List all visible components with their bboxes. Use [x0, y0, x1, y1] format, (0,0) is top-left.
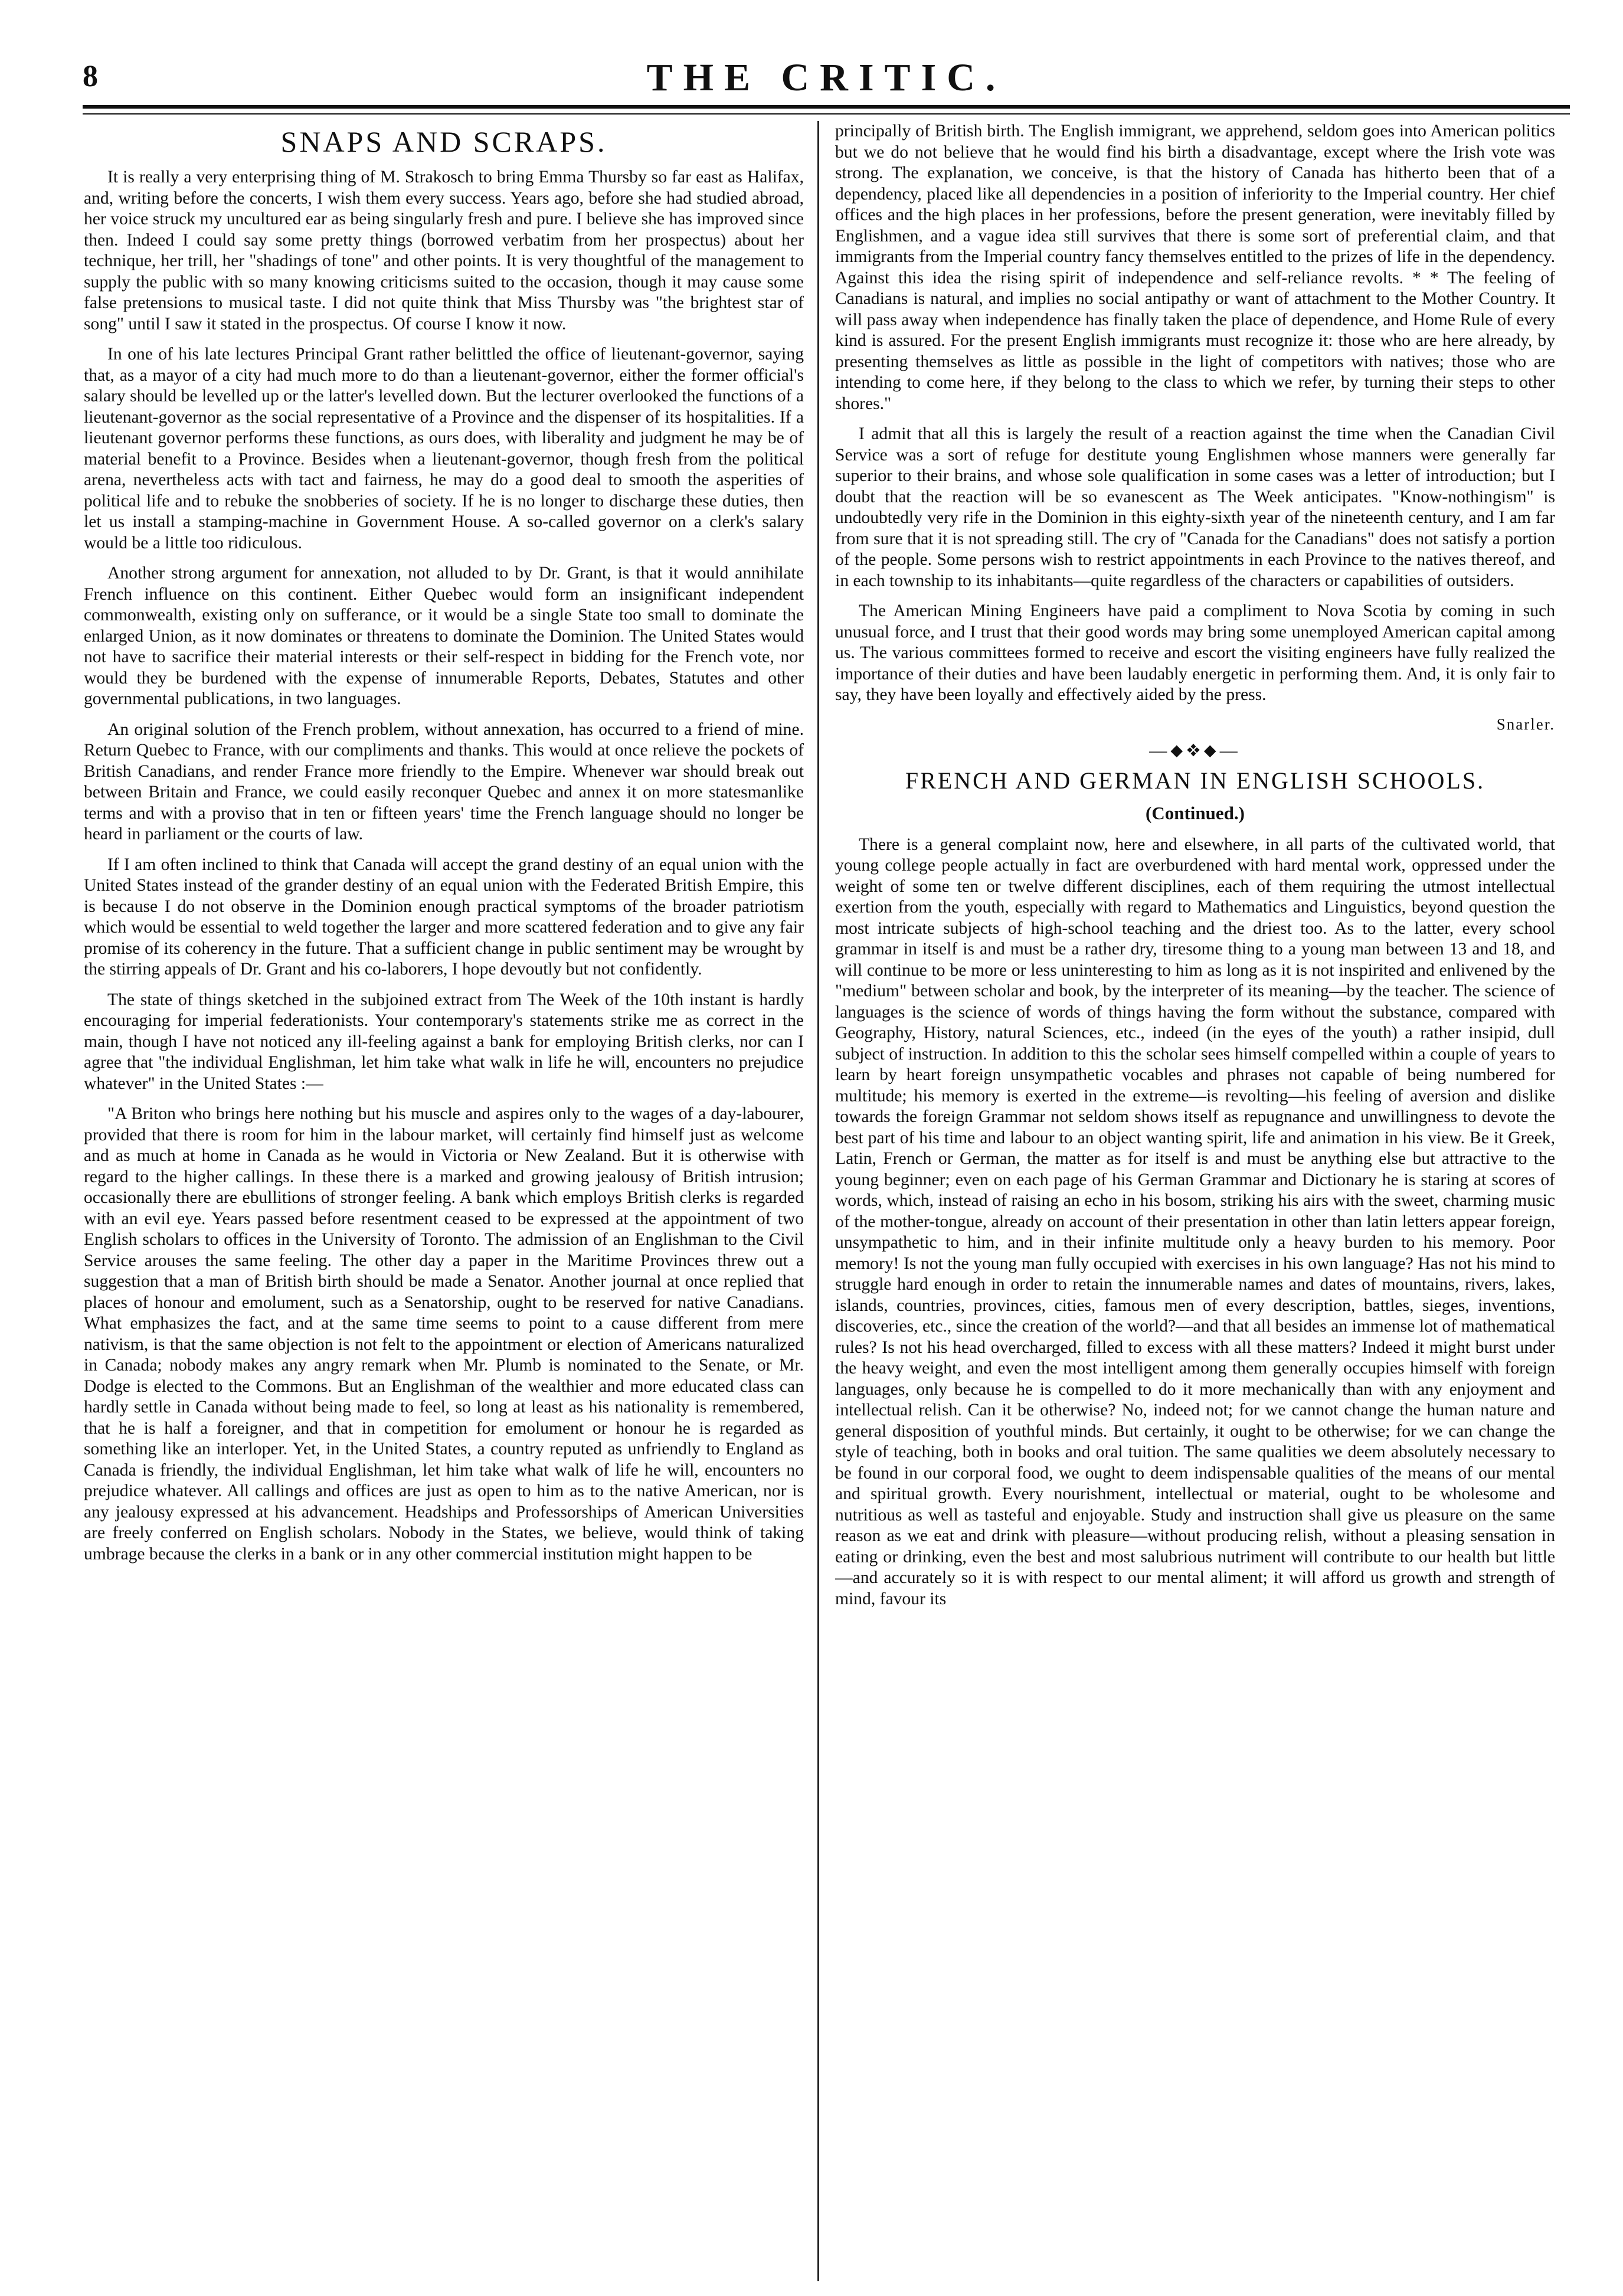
header-rule	[83, 105, 1570, 109]
quoted-extract-continued: principally of British birth. The English immigrant, we apprehend, seldom goes into American politics but we do not believe that he would find his birth a disadvantage, except where the Irish vote was strong. The explanation, we conceive, is that the history of Canada has hitherto been that of a dependency, placed like all dependencies in a position of inferiority to the Imperial country. Her chief offices and the high places in her professions, before the present generation, were inevitably filled by Englishmen, and a vague idea still survives that there is some sort of preferential claim, and that immigrants from the Imperial country fancy themselves entitled to the prizes of life in the dependency. Against this idea the rising spirit of independence and self-reliance revolts. * * The feeling of Canadians is natural, and implies no social antipathy or want of attachment to the Mother Country. It will pass away when independence has finally taken the place of dependence, and Home Rule of every kind is assured. For the present English immigrants must recognize it: those who are here already, by presenting themselves as little as possible in the light of competitors with natives; those who are intending to come here, if they belong to the class to which we refer, by turning their steps to other shores."	[835, 122, 1555, 413]
section-title-snaps-and-scraps: SNAPS AND SCRAPS.	[280, 125, 607, 158]
paragraph: It is really a very enterprising thing of M. Strakosch to bring Emma Thursby so far east as Halifax, and, writing before the concerts, I wish them every success. Years ago, before she had studied abroad, her voice struck my uncultured ear as being singularly fresh and pure. I believe she has improved since then. Indeed I could say some pretty things (borrowed verbatim from her prospectus) about her technique, her trill, her "shadings of tone" and other points. It is very thoughtful of the management to supply the public with so many knowing criticisms suited to the occasion, though it may cause some false pretensions to musical taste. I did not quite think that Miss Thursby was "the brightest star of song" until I saw it stated in the prospectus. Of course I know it now.	[84, 168, 804, 333]
paragraph: In one of his late lectures Principal Grant rather belittled the office of lieutenant-governor, saying that, as a mayor of a city had much more to do than a lieutenant-governor, either the former official's salary should be levelled up or the latter's levelled down. But the lecturer overlooked the functions of a lieutenant-governor as the social representative of a Province and the dispenser of its hospitalities. If a lieutenant governor performs these functions, as ours does, with liberality and judgment he may be of material benefit to a Province. Besides when a lieutenant-governor, though fresh from the political arena, nevertheless acts with tact and fairness, he may do a good deal to smooth the asperities of political life and to rebuke the snobberies of society. If he is no longer to discharge these duties, then let us install a stamping-machine in Government House. A so-called governor on a clerk's salary would be a little too ridiculous.	[84, 345, 804, 552]
page-number: 8	[83, 60, 98, 93]
paragraph: Another strong argument for annexation, not alluded to by Dr. Grant, is that it would annihilate French influence on this continent. Either Quebec would form an insignificant independent commonwealth, existing only on sufferance, or it would be a single State too small to dominate the enlarged Union, as it now dominates or threatens to dominate the Dominion. The United States would not have to sacrifice their material interests or their self-respect in bidding for the French vote, nor would they be burdened with the expense of innumerable Reports, Debates, Statutes and other governmental publications, in two languages.	[84, 564, 804, 708]
column-divider	[817, 121, 819, 2281]
left-column	[84, 121, 804, 2281]
article-subtitle: (Continued.)	[1146, 802, 1245, 823]
section-ornament: —⬥❖⬥—	[1149, 740, 1241, 760]
paragraph: An original solution of the French problem, without annexation, has occurred to a friend of mine. Return Quebec to France, with our compliments and thanks. This would at once relieve the pockets of British Canadians, and render France more friendly to the Empire. Whenever war should break out between Britain and France, we could easily reconquer Quebec and annex it on more statesmanlike terms and with a proviso that in ten or fifteen years' time the French language should no longer be heard in parliament or the courts of law.	[84, 719, 804, 843]
article-title-french-and-german: FRENCH AND GERMAN IN ENGLISH SCHOOLS.	[905, 767, 1485, 794]
right-column	[835, 121, 1555, 2281]
paragraph: If I am often inclined to think that Canada will accept the grand destiny of an equal union with the United States instead of the grander destiny of an equal union with the Federated British Empire, this is because I do not observe in the Dominion enough practical symptoms of the broader patriotism which would be essential to weld together the larger and more scattered federation and to give any fair promise of its coherency in the future. That a sufficient change in public sentiment may be wrought by the stirring appeals of Dr. Grant and his co-laborers, I hope devoutly but not confidently.	[84, 855, 804, 979]
paragraph: The state of things sketched in the subjoined extract from The Week of the 10th instant is hardly encouraging for imperial federationists. Your contemporary's statements strike me as correct in the main, though I have not noticed any ill-feeling against a bank for employing British clerks, nor can I agree that "the individual Englishman, let him take what walk in life he will, encounters no prejudice whatever" in the United States :—	[84, 990, 804, 1093]
paragraph: The American Mining Engineers have paid a compliment to Nova Scotia by coming in such unusual force, and I trust that their good words may bring some unemployed American capital among us. The various committees formed to receive and escort the visiting engineers have fully realized the importance of their duties and have been laudably energetic in performing them. And, it is only fair to say, they have been loyally and effectively aided by the press.	[835, 601, 1555, 704]
quoted-extract: "A Briton who brings here nothing but his muscle and aspires only to the wages of a day-labourer, provided that there is room for him in the labour market, will certainly find himself just as welcome and as much at home in Canada as he would in Victoria or New Zealand. But it is otherwise with regard to the higher callings. In these there is a marked and growing jealousy of British intrusion; occasionally there are ebullitions of stronger feeling. A bank which employs British clerks is regarded with an evil eye. Years passed before resentment ceased to be expressed at the appointment of two English scholars to offices in the University of Toronto. The admission of an Englishman to the Civil Service arouses the same feeling. The other day a paper in the Maritime Provinces threw out a suggestion that a man of British birth should be made a Senator. Another journal at once replied that places of honour and emolument, such as a Senatorship, ought to be reserved for native Canadians. What emphasizes the fact, and at the same time seems to point to a cause different from mere nativism, is that the same objection is not felt to the appointment or election of Americans naturalized in Canada; nobody makes any angry remark when Mr. Plumb is nominated to the Senate, or Mr. Dodge is elected to the Commons. But an Englishman of the wealthier and more educated class can hardly settle in Canada without being made to feel, so long at least as his nationality is remembered, that he is half a foreigner, and that in competition for emolument or honour he is regarded as something like an interloper. Yet, in the United States, a country reputed as unfriendly to England as Canada is friendly, the individual Englishman, let him take what walk of life he will, encounters no prejudice whatever. All callings and offices are just as open to him as to the native American, nor is any jealousy expressed at his advancement. Headships and Professorships of American Universities are freely conferred on English scholars. Nobody in the States, we believe, would think of taking umbrage because the clerks in a bank or in any other commercial institution might happen to be	[84, 1104, 804, 1564]
masthead-title: THE CRITIC.	[646, 56, 1006, 99]
author-signature: Snarler.	[1496, 715, 1555, 733]
header-rule-thin	[83, 113, 1570, 115]
paragraph: There is a general complaint now, here and elsewhere, in all parts of the cultivated world, that young college people actually in fact are overburdened with hard mental work, oppressed under the weight of some ten or twelve different disciplines, each of them requiring the utmost intellectual exertion from the youth, especially with regard to Mathematics and Linguistics, beyond question the most intricate subjects of high-school teaching and the driest too. As to the latter, every school grammar in itself is and must be a rather dry, tiresome thing to a young man between 13 and 18, and will continue to be more or less uninteresting to him as long as it is not inspirited and enlivened by the "medium" between scholar and book, by the interpreter of its meaning—by the teacher. The science of languages is the science of words of things having the form without the substance, compared with Geography, History, natural Sciences, etc., indeed (in the eyes of the youth) a rather insipid, dull subject of instruction. In addition to this the scholar sees himself compelled within a couple of years to learn by heart foreign unsympathetic vocables and phrases not capable of being numbered for multitude; his memory is exerted in the extreme—is revolting—his feeling of aversion and dislike towards the foreign Grammar not seldom shows itself as repugnance and unwillingness to devote the best part of his time and labour to an object wanting spirit, life and animation in his view. Be it Greek, Latin, French or German, the matter as for itself is and must be anything else but attractive to the young beginner; even on each page of his German Grammar and Dictionary he is staring at scores of words, which, instead of raising an echo in his bosom, striking his airs with the sweet, charming music of the mother-tongue, already on account of their presentation in other than latin letters appear foreign, unsympathetic to him, and in their infinite multitude only a heavy burden to his memory. Poor memory! Is not the young man fully occupied with exercises in his own language? Has not his mind to struggle hard enough in order to retain the innumerable names and dates of mountains, rivers, lakes, islands, countries, provinces, cities, famous men of every description, battles, sieges, inventions, discoveries, etc., since the creation of the world?—and that all besides an immense lot of mathematical rules? Is not his head overcharged, filled to excess with all these matters? Indeed it might burst under the heavy weight, and even the most intelligent among them generally occupies himself with foreign languages, only because he is compelled to do it more mechanically than with any enjoyment and intellectual relish. Can it be otherwise? No, indeed not; for we cannot change the human nature and general disposition of youthful minds. But certainly, it ought to be otherwise; for we can change the style of teaching, both in books and oral tuition. The same qualities we deem absolutely necessary to be found in our corporal food, we ought to deem indispensable qualities of the means of our mental and spiritual growth. Every nourishment, intellectual or material, ought to be wholesome and nutritious as well as tasteful and enjoyable. Study and instruction shall give us pleasure on the same reason as we eat and drink with pleasure—without producing relish, without a pleasing sensation in eating or drinking, even the best and most salubrious nutriment will contribute to our health but little—and accurately so it is with respect to our mental aliment; it will afford us growth and strength of mind, favour its	[835, 835, 1555, 1608]
masthead	[83, 56, 1570, 106]
paragraph: I admit that all this is largely the result of a reaction against the time when the Canadian Civil Service was a sort of refuge for destitute young Englishmen whose manners were generally far superior to their brains, and whose sole qualification in some cases was a letter of introduction; but I doubt that the reaction will be so evanescent as The Week anticipates. "Know-nothingism" is undoubtedly very rife in the Dominion in this eighty-sixth year of the nineteenth century, and I am far from sure that it is not spreading still. The cry of "Canada for the Canadians" does not satisfy a portion of the people. Some persons wish to restrict appointments in each Province to the natives thereof, and in each township to its inhabitants—quite regardless of the characters or capabilities of outsiders.	[835, 424, 1555, 590]
